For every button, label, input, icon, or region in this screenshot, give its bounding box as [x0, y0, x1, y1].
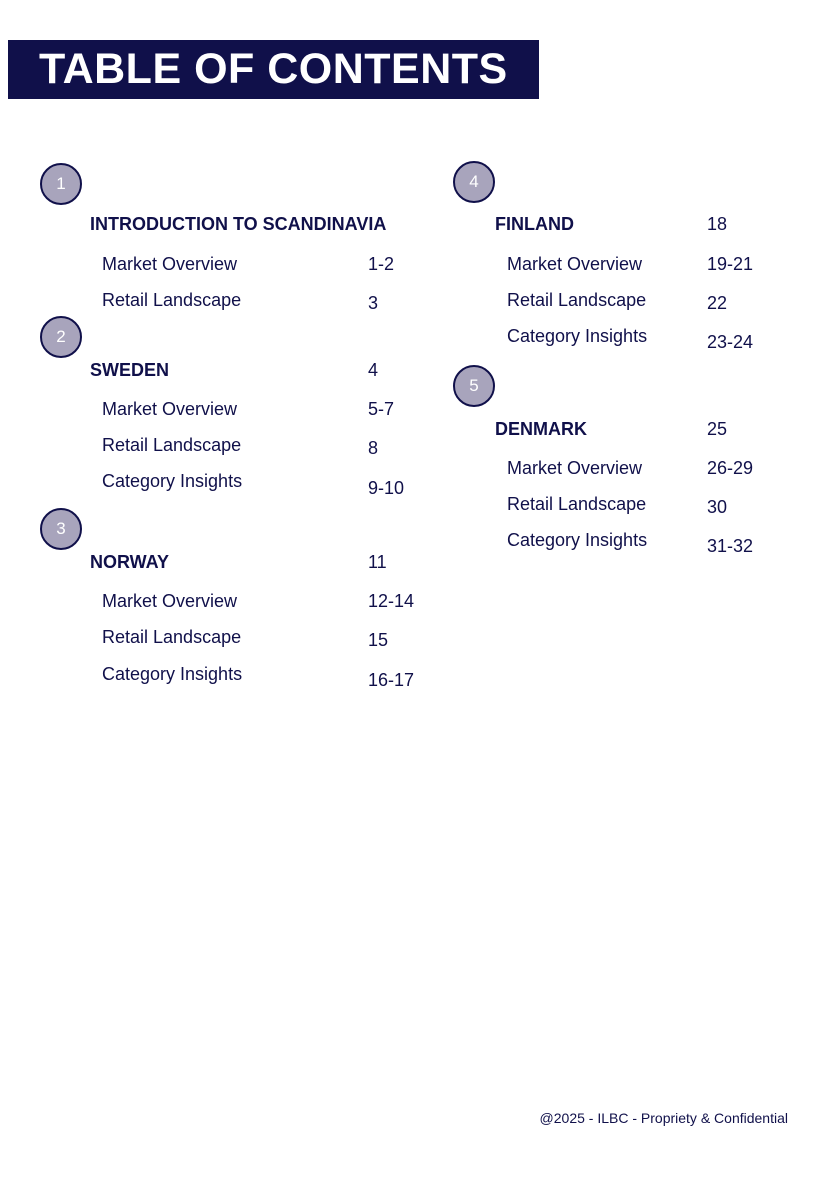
section-3-item-1-label[interactable]: Market Overview	[102, 591, 238, 611]
section-2-item-1-label[interactable]: Market Overview	[102, 399, 238, 419]
section-3-item-2-pages: 15	[368, 630, 389, 650]
section-5-item-2-pages: 30	[707, 497, 728, 517]
section-4-page: 18	[707, 214, 728, 234]
section-5-badge: 5	[453, 365, 495, 407]
section-3-item-1-pages: 12-14	[368, 591, 415, 611]
section-4-item-1-label[interactable]: Market Overview	[507, 254, 643, 274]
section-5-item-1-pages: 26-29	[707, 458, 754, 478]
section-4-item-3-label[interactable]: Category Insights	[507, 326, 648, 346]
page-title: TABLE OF CONTENTS	[39, 45, 508, 93]
section-3-badge: 3	[40, 508, 82, 550]
section-1-item-1-pages: 1-2	[368, 254, 395, 274]
section-4-item-1-pages: 19-21	[707, 254, 754, 274]
section-5-item-3-label[interactable]: Category Insights	[507, 530, 648, 550]
section-3-page: 11	[368, 552, 387, 572]
section-4-item-3-pages: 23-24	[707, 332, 754, 352]
section-5-item-1-label[interactable]: Market Overview	[507, 458, 643, 478]
section-2-item-3-label[interactable]: Category Insights	[102, 471, 243, 491]
section-4-title[interactable]: FINLAND	[495, 214, 574, 234]
section-5-title[interactable]: DENMARK	[495, 419, 587, 439]
section-1-title[interactable]: INTRODUCTION TO SCANDINAVIA	[90, 214, 387, 234]
section-2-title[interactable]: SWEDEN	[90, 360, 170, 380]
section-3-item-2-label[interactable]: Retail Landscape	[102, 627, 242, 647]
section-5-page: 25	[707, 419, 728, 439]
section-4-item-2-label[interactable]: Retail Landscape	[507, 290, 647, 310]
section-3-item-3-label[interactable]: Category Insights	[102, 664, 243, 684]
section-3-title[interactable]: NORWAY	[90, 552, 170, 572]
section-4-item-2-pages: 22	[707, 293, 728, 313]
section-5-item-3-pages: 31-32	[707, 536, 754, 556]
title-bar	[8, 40, 539, 99]
section-2-badge: 2	[40, 316, 82, 358]
section-5-item-2-label[interactable]: Retail Landscape	[507, 494, 647, 514]
section-1-item-1-label[interactable]: Market Overview	[102, 254, 238, 274]
section-4-badge: 4	[453, 161, 495, 203]
section-2-item-2-label[interactable]: Retail Landscape	[102, 435, 242, 455]
section-2-item-2-pages: 8	[368, 438, 379, 458]
section-1-item-2-label[interactable]: Retail Landscape	[102, 290, 242, 310]
section-2-item-3-pages: 9-10	[368, 478, 405, 498]
footer-copyright: @2025 - ILBC - Propriety & Confidential	[539, 1110, 788, 1126]
section-3-item-3-pages: 16-17	[368, 670, 415, 690]
section-1-badge: 1	[40, 163, 82, 205]
section-2-page: 4	[368, 360, 379, 380]
section-1-item-2-pages: 3	[368, 293, 379, 313]
section-2-item-1-pages: 5-7	[368, 399, 395, 419]
